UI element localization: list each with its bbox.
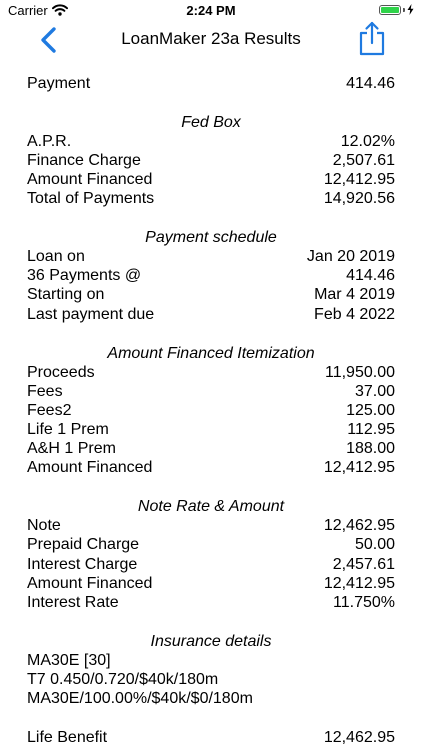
row-value: 2,457.61	[332, 556, 395, 573]
row-value: Mar 4 2019	[314, 286, 395, 303]
carrier-label: Carrier	[8, 3, 48, 18]
row-label: Amount Financed	[27, 459, 153, 476]
row-label: A.P.R.	[27, 133, 72, 150]
row-label: Loan on	[27, 248, 85, 265]
row-value: 12,412.95	[323, 459, 395, 476]
row-value: 11,950.00	[325, 364, 395, 381]
itemization-row	[27, 420, 395, 439]
note-row	[27, 535, 395, 554]
schedule-row	[27, 247, 395, 266]
itemization-row	[27, 439, 395, 458]
note-row	[27, 593, 395, 612]
row-label: Prepaid Charge	[27, 536, 140, 553]
itemization-row	[27, 382, 395, 401]
battery-icon	[379, 4, 414, 15]
row-value: 37.00	[354, 383, 395, 400]
row-label: Starting on	[27, 286, 105, 303]
schedule-row	[27, 305, 395, 324]
note-row	[27, 516, 395, 535]
payment-row	[27, 74, 395, 93]
row-value: Feb 4 2022	[314, 306, 395, 323]
row-label: Amount Financed	[27, 171, 153, 188]
fed-box-row	[27, 170, 395, 189]
row-label: Last payment due	[27, 306, 155, 323]
row-label: Life 1 Prem	[27, 421, 109, 438]
row-label: Fees2	[27, 402, 72, 419]
share-icon[interactable]	[358, 20, 386, 56]
status-bar	[0, 0, 422, 22]
fed-box-row	[27, 132, 395, 151]
row-label: 36 Payments @	[27, 267, 142, 284]
row-value: 112.95	[347, 421, 395, 438]
section-header-itemization: Amount Financed Itemization	[107, 345, 315, 362]
section-header-note-rate: Note Rate & Amount	[137, 498, 285, 515]
itemization-row	[27, 458, 395, 477]
row-label: Total of Payments	[27, 190, 155, 207]
row-value: 12,412.95	[323, 171, 395, 188]
page-title: LoanMaker 23a Results	[121, 29, 301, 48]
row-value: Jan 20 2019	[306, 248, 395, 265]
insurance-line: MA30E/100.00%/$40k/$0/180m	[27, 690, 253, 707]
row-label: Note	[27, 517, 61, 534]
schedule-row	[27, 285, 395, 304]
row-label: Fees	[27, 383, 63, 400]
row-value: 2,507.61	[332, 152, 395, 169]
schedule-row	[27, 266, 395, 285]
row-value: 125.00	[346, 402, 395, 419]
fed-box-row	[27, 151, 395, 170]
section-header-payment-schedule: Payment schedule	[145, 229, 277, 246]
row-value: 414.46	[346, 75, 395, 92]
itemization-row	[27, 401, 395, 420]
note-row	[27, 574, 395, 593]
note-row	[27, 555, 395, 574]
navigation-bar	[0, 22, 422, 58]
row-label: Finance Charge	[27, 152, 141, 169]
insurance-line: MA30E [30]	[27, 652, 111, 669]
row-label: Payment	[27, 75, 91, 92]
row-value: 188.00	[346, 440, 395, 457]
section-header-insurance: Insurance details	[150, 633, 272, 650]
insurance-line: T7 0.450/0.720/$40k/180m	[27, 671, 219, 688]
clock: 2:24 PM	[186, 3, 236, 18]
row-label: Interest Charge	[27, 556, 138, 573]
row-label: A&H 1 Prem	[27, 440, 116, 457]
row-label: Life Benefit	[27, 729, 108, 746]
row-label: Amount Financed	[27, 575, 153, 592]
row-value: 414.46	[346, 267, 395, 284]
section-header-fed-box: Fed Box	[181, 114, 241, 131]
fed-box-row	[27, 189, 395, 208]
row-value: 14,920.56	[323, 190, 395, 207]
row-value: 12,462.95	[323, 729, 395, 746]
row-value: 12.02%	[340, 133, 395, 150]
row-label: Proceeds	[27, 364, 95, 381]
row-value: 50.00	[354, 536, 395, 553]
row-value: 11.750%	[333, 594, 395, 611]
row-value: 12,412.95	[323, 575, 395, 592]
row-value: 12,462.95	[323, 517, 395, 534]
row-label: Interest Rate	[27, 594, 119, 611]
life-benefit-row	[27, 728, 395, 747]
itemization-row	[27, 363, 395, 382]
